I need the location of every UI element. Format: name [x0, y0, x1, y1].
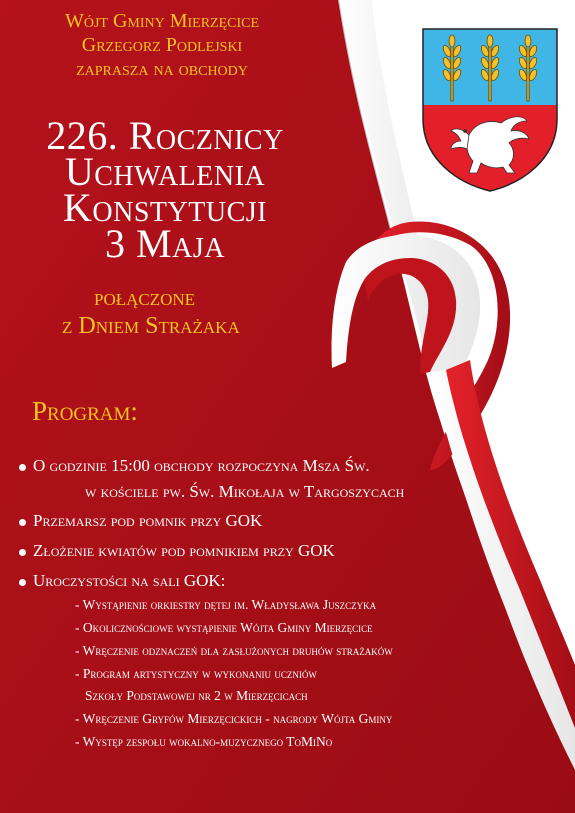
- title-line-4: 3 Maja: [105, 221, 225, 266]
- sub-item-1: - Wystąpienie orkiestry dętej im. Władysława Juszczyka: [75, 597, 377, 612]
- host-line-3: zaprasza na obchody: [76, 58, 248, 80]
- sub-item-3: - Wręczenie odznaczeń dla zasłużonych druhów strażaków: [75, 643, 393, 658]
- sub-item-4-cont: Szkoły Podstawowej nr 2 w Mierzęcicach: [85, 688, 308, 703]
- host-line-2: Grzegorz Podlejski: [81, 34, 243, 56]
- title-line-3: Konstytucji: [63, 185, 267, 230]
- combined-line-1: połączone: [94, 285, 196, 311]
- program-heading: Program:: [32, 396, 138, 426]
- title-line-1: 226. Rocznicy: [46, 113, 284, 158]
- program-item-1-line-1: O godzinie 15:00 obchody rozpoczyna Msza Św.: [33, 456, 370, 475]
- combined-line-2: z Dniem Strażaka: [62, 313, 240, 339]
- sub-item-5: - Wręczenie Gryfów Mierzęcickich - nagrody Wójta Gminy: [75, 711, 393, 726]
- title-line-2: Uchwalenia: [64, 149, 266, 194]
- program-item-4: Uroczystości na sali GOK:: [33, 571, 226, 590]
- program-item-1-line-2: w kościele pw. Św. Mikołaja w Targoszycach: [85, 482, 405, 501]
- sub-item-4: - Program artystyczny w wykonaniu uczniów: [75, 666, 317, 681]
- bullet-icon: [19, 519, 26, 526]
- sub-item-2: - Okolicznościowe wystąpienie Wójta Gminy Mierzęcice: [75, 620, 373, 635]
- sub-item-6: - Występ zespołu wokalno-muzycznego ToMiNo: [75, 734, 333, 749]
- host-line-1: Wójt Gminy Mierzęcice: [64, 10, 260, 32]
- bullet-icon: [19, 464, 26, 471]
- bullet-icon: [19, 549, 26, 556]
- program-item-3: Złożenie kwiatów pod pomnikiem przy GOK: [33, 541, 335, 560]
- bullet-icon: [19, 579, 26, 586]
- program-item-2: Przemarsz pod pomnik przy GOK: [33, 511, 263, 530]
